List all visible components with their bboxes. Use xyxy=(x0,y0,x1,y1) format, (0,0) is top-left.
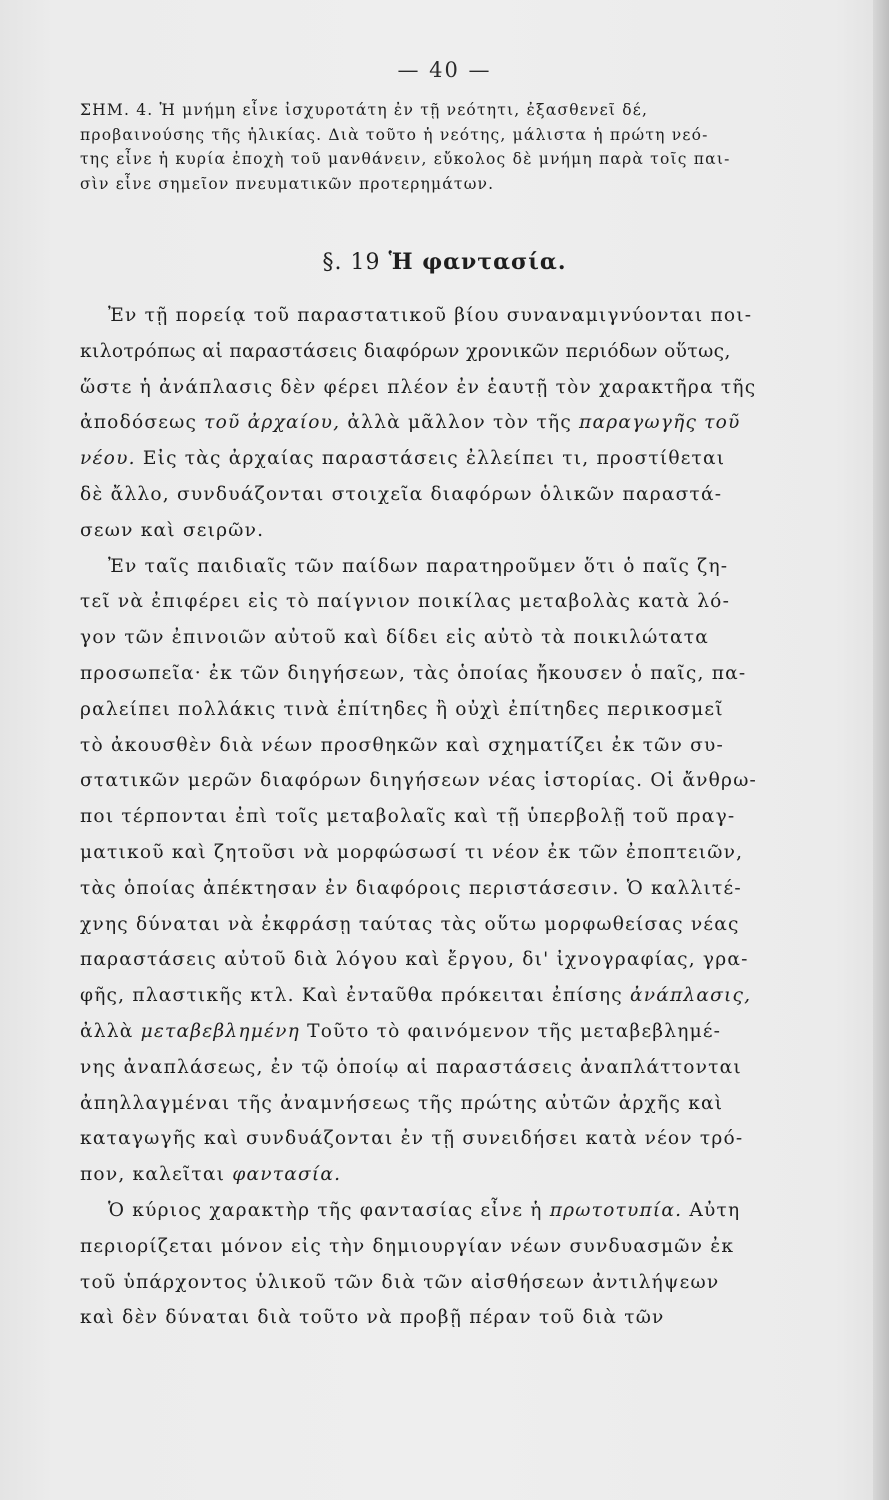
text-run: Τοῦτο τὸ φαινόμενον τῆς μεταβεβλημέ- xyxy=(300,1020,722,1042)
body-line xyxy=(80,1157,770,1193)
body-line xyxy=(80,1193,770,1229)
body-line: ὥστε ἡ ἀνάπλασις δὲν φέρει πλέον ἐν ἑαυτῇ τὸν χαρακτῆρα τῆς xyxy=(80,376,757,398)
text-run: φῆς, πλαστικῆς κτλ. Καὶ ἐνταῦθα πρόκειται ἐπίσης xyxy=(80,985,630,1007)
body-line: στατικῶν μερῶν διαφόρων διηγήσεων νέας ἱστορίας. Οἱ ἄνθρω- xyxy=(80,770,758,792)
body-line: τὸ ἀκουσθὲν διὰ νέων προσθηκῶν καὶ σχηματίζει ἐκ τῶν συ- xyxy=(80,734,725,756)
body-line: τοῦ ὑπάρχοντος ὑλικοῦ τῶν διὰ τῶν αἰσθήσεων ἀντιλήψεων xyxy=(80,1271,720,1293)
page-gutter-shadow xyxy=(873,0,889,1500)
text-run: ἀποδόσεως xyxy=(80,412,205,434)
body-line: ματικοῦ καὶ ζητοῦσι νὰ μορφώσωσί τι νέον ἐκ τῶν ἐποπτειῶν, xyxy=(80,841,744,863)
note-line: προβαινούσης τῆς ἡλικίας. Διὰ τοῦτο ἡ νεότης, μάλιστα ἡ πρώτη νεό- xyxy=(80,125,709,144)
body-line: περιορίζεται μόνον εἰς τὴν δημιουργίαν νέων συνδυασμῶν ἐκ xyxy=(80,1235,735,1257)
section-number: §. 19 xyxy=(322,250,381,275)
text-run: πον, καλεῖται xyxy=(80,1164,233,1186)
text-run: Αὐτη xyxy=(682,1199,741,1221)
text-run: Εἰς τὰς ἀρχαίας παραστάσεις ἐλλείπει τι, προστίθεται xyxy=(135,448,726,470)
section-heading xyxy=(0,249,889,275)
italic-run: μεταβεβλημένη xyxy=(140,1020,301,1042)
body-line xyxy=(80,441,770,477)
note-line: σὶν εἶνε σημεῖον πνευματικῶν προτερημάτων. xyxy=(80,174,495,193)
page-number: — 40 — xyxy=(397,58,492,82)
italic-run: τοῦ ἀρχαίου, xyxy=(204,412,341,434)
body-line: τὰς ὁποίας ἀπέκτησαν ἐν διαφόροις περιστάσεσιν. Ὁ καλλιτέ- xyxy=(80,877,742,899)
section-title: Ἡ φαντασία. xyxy=(388,249,567,275)
body-line: νης ἀναπλάσεως, ἐν τῷ ὁποίῳ αἱ παραστάσεις ἀναπλάττονται xyxy=(80,1056,742,1078)
body-line: ποι τέρπονται ἐπὶ τοῖς μεταβολαῖς καὶ τῇ ὑπερβολῇ τοῦ πραγ- xyxy=(80,806,736,828)
italic-run: πρωτοτυπία. xyxy=(549,1199,683,1221)
body-line: ραλείπει πολλάκις τινὰ ἐπίτηδες ἢ οὐχὶ ἐπίτηδες περικοσμεῖ xyxy=(80,698,724,720)
body-line: προσωπεῖα· ἐκ τῶν διηγήσεων, τὰς ὁποίας ἤκουσεν ὁ παῖς, πα- xyxy=(80,662,747,684)
italic-run: παραγωγῆς τοῦ xyxy=(579,412,741,434)
body-line: δὲ ἄλλο, συνδυάζονται στοιχεῖα διαφόρων ὁλικῶν παραστά- xyxy=(80,483,723,505)
footnote-block xyxy=(80,98,770,196)
body-line: καταγωγῆς καὶ συνδυάζονται ἐν τῇ συνειδήσει κατὰ νέον τρό- xyxy=(80,1128,744,1150)
body-line: χνης δύναται νὰ ἐκφράσῃ ταύτας τὰς οὕτω μορφωθείσας νέας xyxy=(80,913,740,935)
body-line: Ἐν τῇ πορείᾳ τοῦ παραστατικοῦ βίου συναναμιγνύονται ποι- xyxy=(108,305,753,326)
body-line: παραστάσεις αὐτοῦ διὰ λόγου καὶ ἔργου, δι' ἰχνογραφίας, γρα- xyxy=(80,949,749,971)
italic-run: φαντασία. xyxy=(232,1164,342,1186)
body-text xyxy=(80,298,770,1336)
note-line: της εἶνε ἡ κυρία ἐποχὴ τοῦ μανθάνειν, εὔκολος δὲ μνήμη παρὰ τοῖς παι- xyxy=(80,150,731,168)
body-line: ἀπηλλαγμέναι τῆς ἀναμνήσεως τῆς πρώτης αὐτῶν ἀρχῆς καὶ xyxy=(80,1092,724,1114)
body-line xyxy=(80,1014,770,1050)
text-run: Ὁ κύριος χαρακτὴρ τῆς φαντασίας εἶνε ἡ xyxy=(108,1199,550,1221)
body-line: καὶ δὲν δύναται διὰ τοῦτο νὰ προβῇ πέραν τοῦ διὰ τῶν xyxy=(80,1307,665,1329)
text-run: ἀλλὰ μᾶλλον τὸν τῆς xyxy=(340,412,580,434)
body-line: σεων καὶ σειρῶν. xyxy=(80,519,265,541)
italic-run: ἀνάπλασις, xyxy=(629,985,752,1007)
body-line: τεῖ νὰ ἐπιφέρει εἰς τὸ παίγνιον ποικίλας μεταβολὰς κατὰ λό- xyxy=(80,591,731,613)
italic-run: νέου. xyxy=(80,448,136,470)
body-line xyxy=(80,978,770,1014)
body-line: Ἐν ταῖς παιδιαῖς τῶν παίδων παρατηροῦμεν ὅτι ὁ παῖς ζη- xyxy=(108,555,729,577)
body-line: γον τῶν ἐπινοιῶν αὐτοῦ καὶ δίδει εἰς αὐτὸ τὰ ποικιλώτατα xyxy=(80,627,709,649)
text-run: ἀλλὰ xyxy=(80,1020,141,1042)
body-line xyxy=(80,405,770,441)
body-line: κιλοτρόπως αἱ παραστάσεις διαφόρων χρονικῶν περιόδων οὕτως, xyxy=(80,340,731,362)
note-line: ΣΗΜ. 4. Ἡ μνήμη εἶνε ἰσχυροτάτη ἐν τῇ νεότητι, ἐξασθενεῖ δέ, xyxy=(80,101,649,119)
